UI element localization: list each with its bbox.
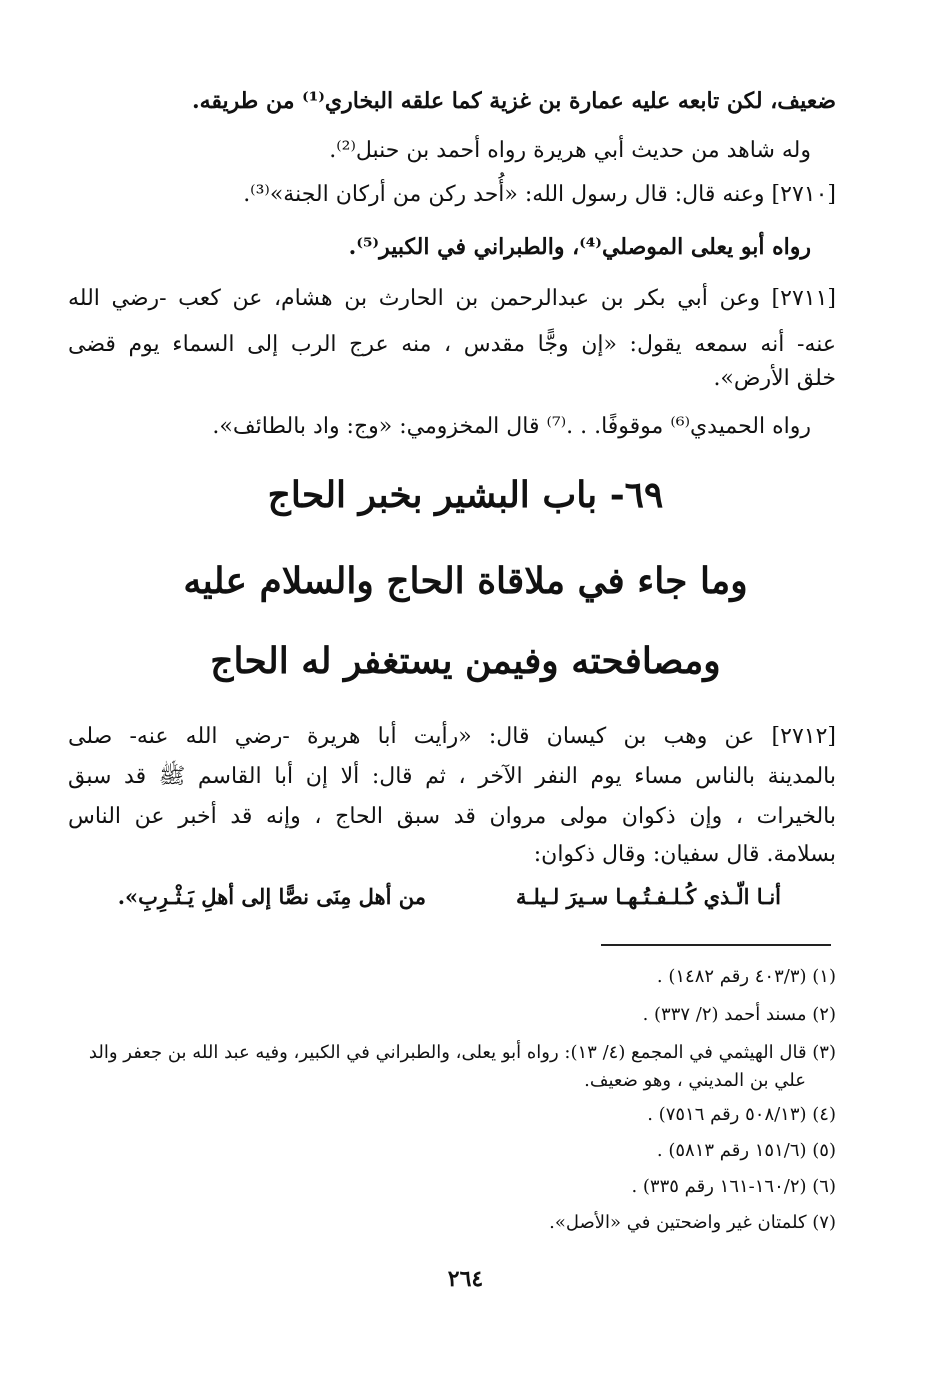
hadith-2710: [٢٧١٠] وعنه قال: قال رسول الله: «أُحد ركن من أركان الجنة»⁽³⁾. (243, 182, 836, 207)
footnote: (١) (٤٠٣/٣ رقم ١٤٨٢) . (656, 966, 836, 987)
hadith-2712-line: بالخيرات ، وإن ذكوان مولى مروان قد سبق الحاج ، وإنه قد أخبر عن الناس (68, 804, 836, 829)
hadith-2712-line: بالمدينة بالناس مساء يوم النفر الآخر ، ثم قال: ألا إن أبا القاسم ﷺ قد سبق (68, 764, 836, 789)
chapter-title: ٦٩- باب البشير بخبر الحاج (267, 474, 664, 516)
footnote: (٤) (٥٠٨/١٣ رقم ٧٥١٦) . (647, 1104, 836, 1125)
footnote-separator (601, 944, 831, 946)
footnote: (٣) قال الهيثمي في المجمع (٤/ ١٣): رواه أبو يعلى، والطبراني في الكبير، وفيه عبد الله بن جعفر والد (88, 1042, 836, 1063)
verse-second-hemistich: من أهل مِنَى نصًّا إلى أهلِ يَـثْـرِبِ». (117, 884, 426, 909)
footnote: (٧) كلمتان غير واضحتين في «الأصل». (549, 1212, 836, 1233)
hadith-2711-line: عنه- أنه سمعه يقول: «إن وجًّا مقدس ، منه عرج الرب إلى السماء يوم قضى (68, 332, 836, 357)
hadith-2711-source: رواه الحميدي⁽⁶⁾ موقوفًا. . .⁽⁷⁾ قال المخزومي: «وج: واد بالطائف». (212, 414, 811, 439)
footnote: (٢) مسند أحمد (٢/ ٣٣٧) . (642, 1004, 836, 1025)
hadith-2712-line: بسلامة. قال سفيان: وقال ذكوان: (533, 842, 836, 867)
verse-first-hemistich: أنـا الّـذي كُـلـفـتُـهـا سـيرَ لـيلـة (516, 884, 781, 909)
hadith-2711-line: [٢٧١١] وعن أبي بكر بن عبدالرحمن بن الحارث بن هشام، عن كعب -رضي الله (68, 286, 836, 311)
chapter-subtitle: وما جاء في ملاقاة الحاج والسلام عليه (183, 560, 748, 602)
paragraph-line: ضعيف، لكن تابعه عليه عمارة بن غزية كما علقه البخاري⁽¹⁾ من طريقه. (191, 88, 836, 114)
hadith-2712-line: [٢٧١٢] عن وهب بن كيسان قال: «رأيت أبا هريرة -رضي الله عنه- صلى (68, 724, 836, 749)
hadith-2711-line: خلق الأرض». (713, 366, 836, 391)
footnote: (٦) (١٦٠/٢-١٦١ رقم ٣٣٥) . (631, 1176, 836, 1197)
footnote-continuation: علي بن المديني ، وهو ضعيف. (584, 1070, 806, 1091)
hadith-2710-source: رواه أبو يعلى الموصلي⁽⁴⁾، والطبراني في الكبير⁽⁵⁾. (348, 234, 811, 260)
paragraph-line: وله شاهد من حديث أبي هريرة رواه أحمد بن حنبل⁽²⁾. (329, 138, 811, 163)
chapter-subtitle: ومصافحته وفيمن يستغفر له الحاج (210, 640, 721, 682)
page-number: ٢٦٤ (447, 1266, 484, 1292)
footnote: (٥) (١٥١/٦ رقم ٥٨١٣) . (656, 1140, 836, 1161)
